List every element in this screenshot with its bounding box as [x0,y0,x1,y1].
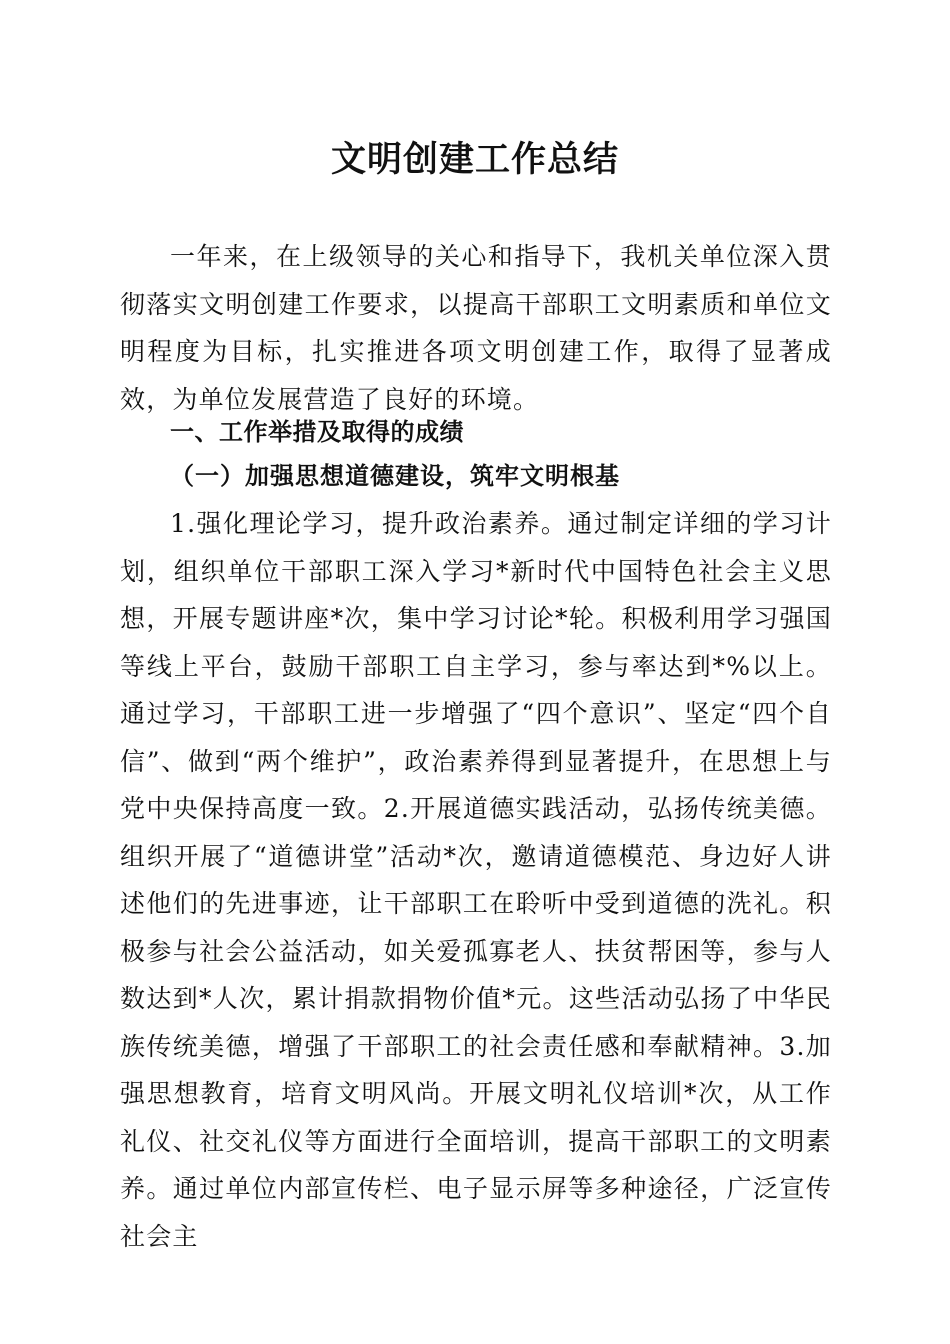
document-title: 文明创建工作总结 [330,139,619,180]
subsection-heading: （一）加强思想道德建设，筑牢文明根基 [170,461,620,490]
intro-paragraph: 一年来，在上级领导的关心和指导下，我机关单位深入贯彻落实文明创建工作要求，以提高干部职工文明素质和单位文明程度为目标，扎实推进各项文明创建工作，取得了显著成效，为单位发展营造了良好的环境。 [120,242,832,414]
subsection-body-paragraph: 1.强化理论学习，提升政治素养。通过制定详细的学习计划，组织单位干部职工深入学习*新时代中国特色社会主义思想，开展专题讲座*次，集中学习讨论*轮。积极利用学习强国等线上平台，鼓励干部职工自主学习，参与率达到*%以上。通过学习，干部职工进一步增强了“四个意识”、坚定“四个自信”、做到“两个维护”，政治素养得到显著提升，在思想上与党中央保持高度一致。2.开展道德实践活动，弘扬传统美德。组织开展了“道德讲堂”活动*次，邀请道德模范、身边好人讲述他们的先进事迹，让干部职工在聆听中受到道德的洗礼。积极参与社会公益活动，如关爱孤寡老人、扶贫帮困等，参与人数达到*人次，累计捐款捐物价值*元。这些活动弘扬了中华民族传统美德，增强了干部职工的社会责任感和奉献精神。3.加强思想教育，培育文明风尚。开展文明礼仪培训*次，从工作礼仪、社交礼仪等方面进行全面培训，提高干部职工的文明素养。通过单位内部宣传栏、电子显示屏等多种途径，广泛宣传社会主 [120,509,832,1251]
section-heading: 一、工作举措及取得的成绩 [170,418,464,446]
